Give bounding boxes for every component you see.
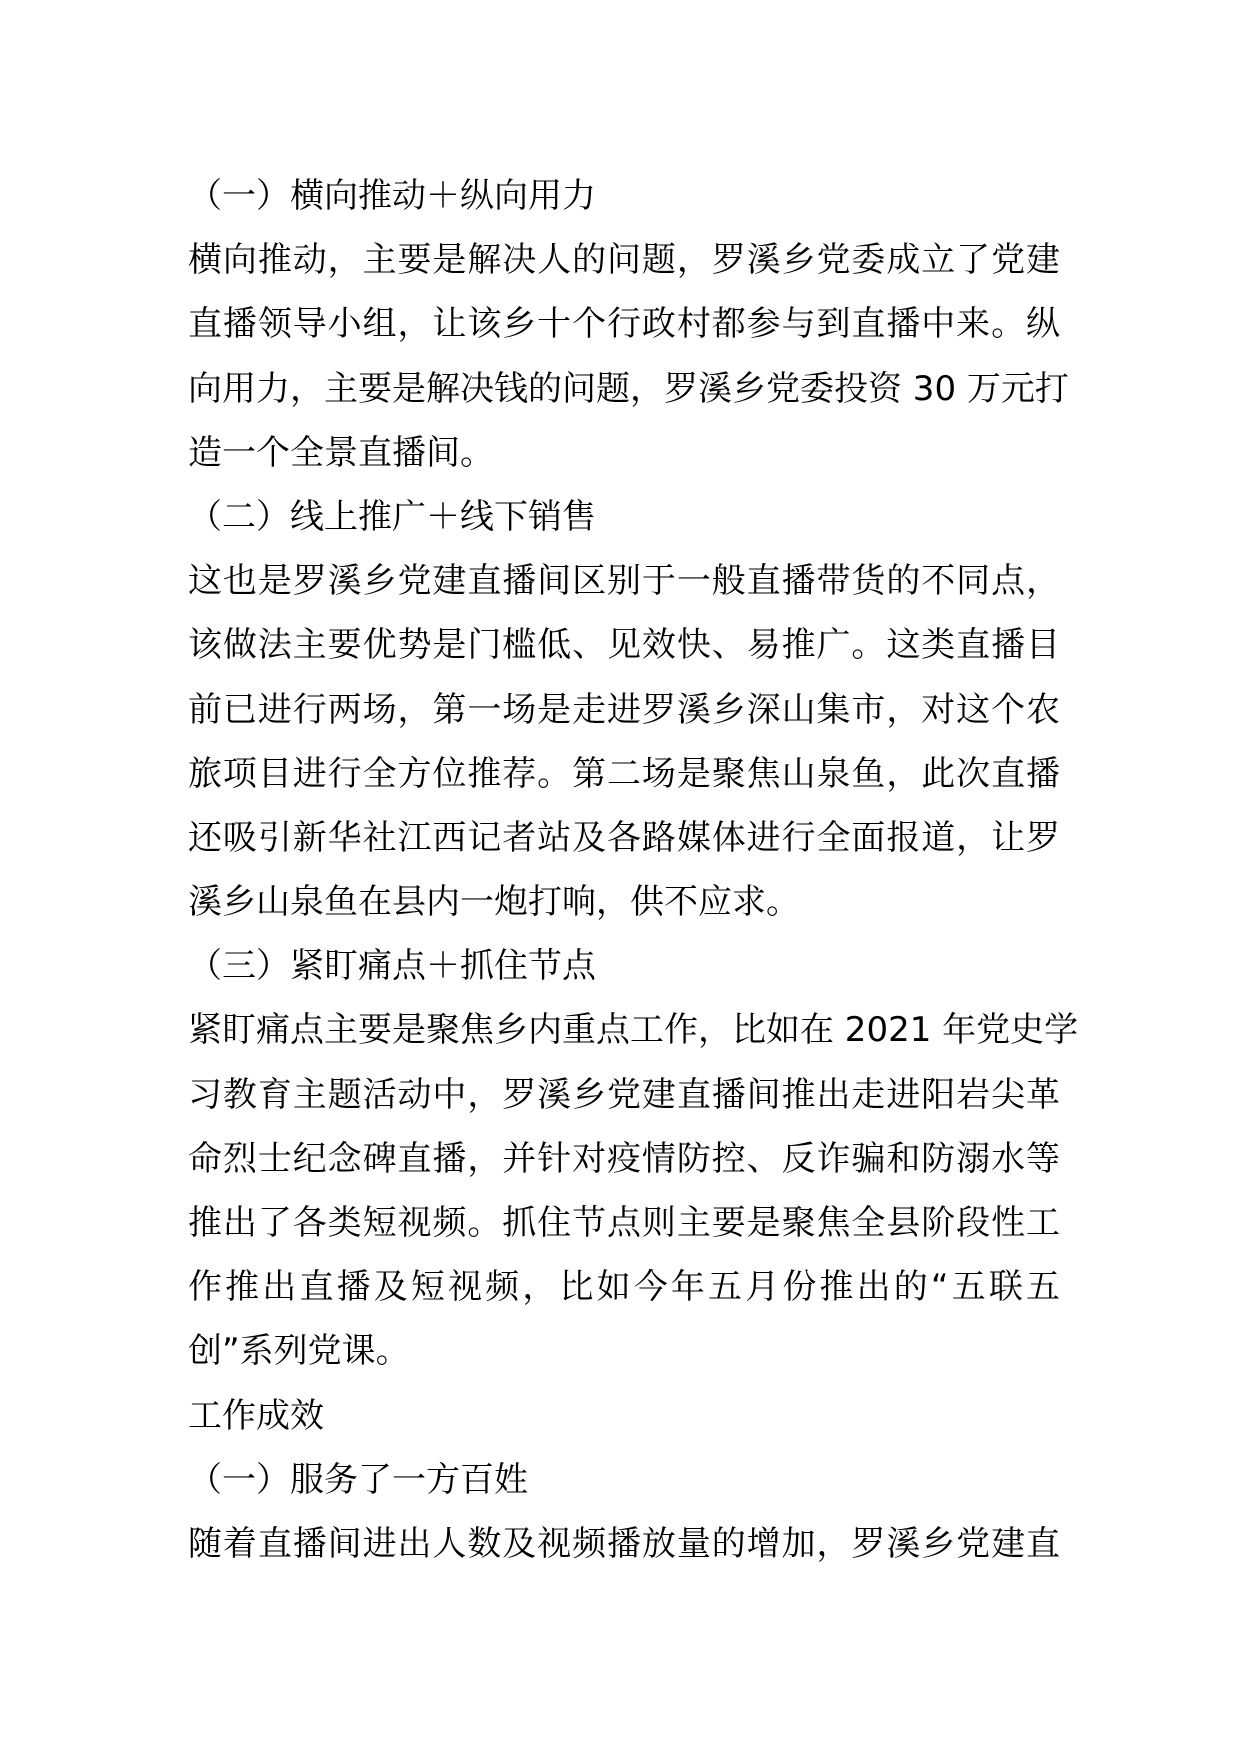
paragraph-line: 溪乡山泉鱼在县内一炮打响，供不应求。 bbox=[188, 882, 800, 923]
paragraph-line: 这也是罗溪乡党建直播间区别于一般直播带货的不同点， bbox=[188, 561, 1060, 602]
paragraph-line: 命烈士纪念碑直播，并针对疫情防控、反诈骗和防溺水等 bbox=[188, 1138, 1060, 1179]
section-heading-4: （一）服务了一方百姓 bbox=[188, 1459, 528, 1500]
section-heading-3: （三）紧盯痛点＋抓住节点 bbox=[188, 946, 596, 987]
paragraph-line: 造一个全景直播间。 bbox=[188, 432, 494, 473]
paragraph-line: 前已进行两场，第一场是走进罗溪乡深山集市，对这个农 bbox=[188, 689, 1060, 730]
section-heading-2: （二）线上推广＋线下销售 bbox=[188, 496, 596, 537]
paragraph-line: 紧盯痛点主要是聚焦乡内重点工作，比如在 2021 年党史学 bbox=[188, 1010, 1079, 1051]
paragraph-line: 随着直播间进出人数及视频播放量的增加，罗溪乡党建直 bbox=[188, 1523, 1060, 1564]
paragraph-line: 推出了各类短视频。抓住节点则主要是聚焦全县阶段性工 bbox=[188, 1203, 1060, 1243]
paragraph-line: 创”系列党课。 bbox=[188, 1331, 410, 1372]
paragraph-line: 旅项目进行全方位推荐。第二场是聚焦山泉鱼，此次直播 bbox=[188, 753, 1060, 794]
paragraph-line: 横向推动，主要是解决人的问题，罗溪乡党委成立了党建 bbox=[188, 240, 1060, 281]
paragraph-line: 作推出直播及短视频，比如今年五月份推出的“五联五 bbox=[188, 1267, 1060, 1308]
section-heading-1: （一）横向推动＋纵向用力 bbox=[188, 176, 596, 216]
paragraph-line: 该做法主要优势是门槛低、见效快、易推广。这类直播目 bbox=[188, 625, 1060, 666]
paragraph-line: 还吸引新华社江西记者站及各路媒体进行全面报道，让罗 bbox=[188, 817, 1060, 858]
paragraph-line: 直播领导小组，让该乡十个行政村都参与到直播中来。纵 bbox=[188, 304, 1060, 345]
document-body bbox=[188, 164, 1079, 1576]
section-title-results: 工作成效 bbox=[188, 1395, 324, 1436]
paragraph-line: 向用力，主要是解决钱的问题，罗溪乡党委投资 30 万元打 bbox=[188, 368, 1069, 409]
paragraph-line: 习教育主题活动中，罗溪乡党建直播间推出走进阳岩尖革 bbox=[188, 1074, 1060, 1115]
